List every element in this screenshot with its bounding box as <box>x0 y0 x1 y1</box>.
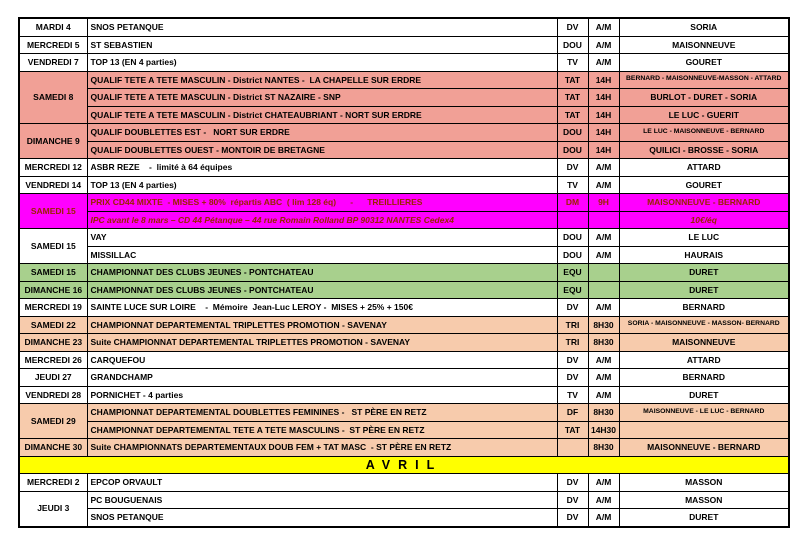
event-cell: MISSILLAC <box>87 246 557 264</box>
code-cell: EQU <box>557 281 588 299</box>
schedule-row <box>19 106 789 124</box>
names-cell: MAISONNEUVE <box>619 334 789 352</box>
code-cell: DOU <box>557 124 588 142</box>
time-cell: 14H <box>588 141 619 159</box>
time-cell: 14H <box>588 71 619 89</box>
time-cell: A/M <box>588 474 619 492</box>
schedule-row <box>19 351 789 369</box>
event-cell: CHAMPIONNAT DES CLUBS JEUNES - PONTCHATEAU <box>87 264 557 282</box>
time-cell: 8H30 <box>588 334 619 352</box>
names-cell: MAISONNEUVE - BERNARD <box>619 439 789 457</box>
names-cell: MASSON <box>619 474 789 492</box>
code-cell: DV <box>557 299 588 317</box>
schedule-row <box>19 386 789 404</box>
date-cell: MERCREDI 12 <box>19 159 87 177</box>
names-cell: DURET <box>619 509 789 527</box>
event-cell: CHAMPIONNAT DEPARTEMENTAL DOUBLETTES FEMININES - ST PÈRE EN RETZ <box>87 404 557 422</box>
code-cell: DV <box>557 159 588 177</box>
date-cell: VENDREDI 14 <box>19 176 87 194</box>
time-cell: 14H <box>588 89 619 107</box>
code-cell: DV <box>557 18 588 36</box>
names-cell: LE LUC <box>619 229 789 247</box>
event-cell: SNOS PETANQUE <box>87 18 557 36</box>
date-cell: MARDI 4 <box>19 18 87 36</box>
date-cell: DIMANCHE 30 <box>19 439 87 457</box>
event-cell: VAY <box>87 229 557 247</box>
names-cell: MAISONNEUVE - BERNARD <box>619 194 789 212</box>
time-cell: 14H <box>588 124 619 142</box>
names-cell: HAURAIS <box>619 246 789 264</box>
date-cell: VENDREDI 7 <box>19 54 87 72</box>
schedule-row <box>19 299 789 317</box>
event-cell: PORNICHET - 4 parties <box>87 386 557 404</box>
date-cell: SAMEDI 15 <box>19 264 87 282</box>
event-cell: CHAMPIONNAT DEPARTEMENTAL TRIPLETTES PROMOTION - SAVENAY <box>87 316 557 334</box>
code-cell: DV <box>557 474 588 492</box>
names-cell: LE LUC - MAISONNEUVE - BERNARD <box>619 124 789 142</box>
date-cell: SAMEDI 8 <box>19 71 87 124</box>
names-cell: MAISONNEUVE <box>619 36 789 54</box>
time-cell: A/M <box>588 159 619 177</box>
date-cell: MERCREDI 19 <box>19 299 87 317</box>
time-cell: A/M <box>588 54 619 72</box>
schedule-row <box>19 54 789 72</box>
code-cell: DM <box>557 194 588 212</box>
names-cell: QUILICI - BROSSE - SORIA <box>619 141 789 159</box>
schedule-row <box>19 334 789 352</box>
date-cell: MERCREDI 2 <box>19 474 87 492</box>
code-cell: EQU <box>557 264 588 282</box>
code-cell <box>557 211 588 229</box>
event-cell: SAINTE LUCE SUR LOIRE - Mémoire Jean-Luc LEROY - MISES + 25% + 150€ <box>87 299 557 317</box>
time-cell: 8H30 <box>588 404 619 422</box>
event-cell: PC BOUGUENAIS <box>87 491 557 509</box>
code-cell: DV <box>557 491 588 509</box>
event-cell: QUALIF DOUBLETTES EST - NORT SUR ERDRE <box>87 124 557 142</box>
time-cell <box>588 281 619 299</box>
date-cell: VENDREDI 28 <box>19 386 87 404</box>
event-cell: SNOS PETANQUE <box>87 509 557 527</box>
names-cell: SORIA - MAISONNEUVE - MASSON- BERNARD <box>619 316 789 334</box>
names-cell: ATTARD <box>619 159 789 177</box>
time-cell: 14H30 <box>588 421 619 439</box>
date-cell: SAMEDI 22 <box>19 316 87 334</box>
code-cell: TAT <box>557 89 588 107</box>
date-cell: JEUDI 27 <box>19 369 87 387</box>
time-cell: A/M <box>588 491 619 509</box>
event-cell: EPCOP ORVAULT <box>87 474 557 492</box>
schedule-row <box>19 281 789 299</box>
code-cell: TAT <box>557 106 588 124</box>
event-cell: ST SEBASTIEN <box>87 36 557 54</box>
event-cell: GRANDCHAMP <box>87 369 557 387</box>
event-cell: TOP 13 (EN 4 parties) <box>87 176 557 194</box>
time-cell: A/M <box>588 18 619 36</box>
time-cell: 8H30 <box>588 439 619 457</box>
date-cell: DIMANCHE 9 <box>19 124 87 159</box>
time-cell: A/M <box>588 229 619 247</box>
time-cell: 14H <box>588 106 619 124</box>
time-cell: A/M <box>588 246 619 264</box>
schedule-row <box>19 18 789 36</box>
code-cell: DV <box>557 351 588 369</box>
schedule-row <box>19 369 789 387</box>
code-cell: DV <box>557 509 588 527</box>
schedule-row <box>19 421 789 439</box>
time-cell: A/M <box>588 386 619 404</box>
names-cell: BERNARD <box>619 369 789 387</box>
names-cell: BERNARD - MAISONNEUVE-MASSON - ATTARD <box>619 71 789 89</box>
schedule-row <box>19 36 789 54</box>
time-cell: A/M <box>588 369 619 387</box>
time-cell: 9H <box>588 194 619 212</box>
time-cell: A/M <box>588 299 619 317</box>
code-cell: TAT <box>557 421 588 439</box>
code-cell <box>557 439 588 457</box>
date-cell: SAMEDI 29 <box>19 404 87 439</box>
schedule-row <box>19 229 789 247</box>
month-label: AVRIL <box>19 456 789 474</box>
schedule-row <box>19 404 789 422</box>
schedule-row <box>19 194 789 212</box>
code-cell: DOU <box>557 229 588 247</box>
names-cell: DURET <box>619 281 789 299</box>
names-cell: DURET <box>619 386 789 404</box>
schedule-row <box>19 474 789 492</box>
code-cell: DOU <box>557 36 588 54</box>
code-cell: DF <box>557 404 588 422</box>
event-cell: IPC avant le 8 mars – CD 44 Pétanque – 44 rue Romain Rolland BP 90312 NANTES Cedex4 <box>87 211 557 229</box>
schedule-row <box>19 124 789 142</box>
names-cell: GOURET <box>619 176 789 194</box>
date-cell: JEUDI 3 <box>19 491 87 527</box>
names-cell: GOURET <box>619 54 789 72</box>
event-cell: PRIX CD44 MIXTE - MISES + 80% répartis ABC ( lim 128 éq) - TREILLIERES <box>87 194 557 212</box>
code-cell: TAT <box>557 71 588 89</box>
time-cell: 8H30 <box>588 316 619 334</box>
code-cell: TRI <box>557 334 588 352</box>
time-cell: A/M <box>588 36 619 54</box>
event-cell: Suite CHAMPIONNATS DEPARTEMENTAUX DOUB FEM + TAT MASC - ST PÈRE EN RETZ <box>87 439 557 457</box>
schedule-row <box>19 176 789 194</box>
date-cell: SAMEDI 15 <box>19 194 87 229</box>
code-cell: TV <box>557 386 588 404</box>
event-cell: TOP 13 (EN 4 parties) <box>87 54 557 72</box>
names-cell: 10€/éq <box>619 211 789 229</box>
names-cell: DURET <box>619 264 789 282</box>
code-cell: TRI <box>557 316 588 334</box>
code-cell: DOU <box>557 246 588 264</box>
time-cell <box>588 211 619 229</box>
names-cell: BERNARD <box>619 299 789 317</box>
event-cell: QUALIF TETE A TETE MASCULIN - District ST NAZAIRE - SNP <box>87 89 557 107</box>
schedule-row <box>19 491 789 509</box>
schedule-row <box>19 439 789 457</box>
event-cell: QUALIF TETE A TETE MASCULIN - District NANTES - LA CHAPELLE SUR ERDRE <box>87 71 557 89</box>
schedule-row <box>19 316 789 334</box>
time-cell <box>588 264 619 282</box>
event-cell: QUALIF DOUBLETTES OUEST - MONTOIR DE BRETAGNE <box>87 141 557 159</box>
names-cell: LE LUC - GUERIT <box>619 106 789 124</box>
names-cell: MAISONNEUVE - LE LUC - BERNARD <box>619 404 789 422</box>
month-separator-row <box>19 456 789 474</box>
schedule-row <box>19 246 789 264</box>
names-cell: BURLOT - DURET - SORIA <box>619 89 789 107</box>
event-cell: QUALIF TETE A TETE MASCULIN - District CHATEAUBRIANT - NORT SUR ERDRE <box>87 106 557 124</box>
code-cell: DV <box>557 369 588 387</box>
event-cell: CHAMPIONNAT DES CLUBS JEUNES - PONTCHATEAU <box>87 281 557 299</box>
time-cell: A/M <box>588 176 619 194</box>
schedule-row <box>19 264 789 282</box>
time-cell: A/M <box>588 351 619 369</box>
schedule-row <box>19 141 789 159</box>
date-cell: MERCREDI 5 <box>19 36 87 54</box>
schedule-table-body <box>19 18 789 527</box>
schedule-row <box>19 89 789 107</box>
code-cell: TV <box>557 54 588 72</box>
date-cell: DIMANCHE 23 <box>19 334 87 352</box>
schedule-row <box>19 159 789 177</box>
event-cell: CARQUEFOU <box>87 351 557 369</box>
schedule-table <box>18 17 790 528</box>
date-cell: SAMEDI 15 <box>19 229 87 264</box>
time-cell: A/M <box>588 509 619 527</box>
schedule-row <box>19 211 789 229</box>
names-cell: SORIA <box>619 18 789 36</box>
names-cell: MASSON <box>619 491 789 509</box>
names-cell: ATTARD <box>619 351 789 369</box>
names-cell <box>619 421 789 439</box>
code-cell: TV <box>557 176 588 194</box>
code-cell: DOU <box>557 141 588 159</box>
event-cell: CHAMPIONNAT DEPARTEMENTAL TETE A TETE MASCULINS - ST PÈRE EN RETZ <box>87 421 557 439</box>
event-cell: ASBR REZE - limité à 64 équipes <box>87 159 557 177</box>
schedule-row <box>19 509 789 527</box>
date-cell: DIMANCHE 16 <box>19 281 87 299</box>
date-cell: MERCREDI 26 <box>19 351 87 369</box>
schedule-row <box>19 71 789 89</box>
event-cell: Suite CHAMPIONNAT DEPARTEMENTAL TRIPLETTES PROMOTION - SAVENAY <box>87 334 557 352</box>
